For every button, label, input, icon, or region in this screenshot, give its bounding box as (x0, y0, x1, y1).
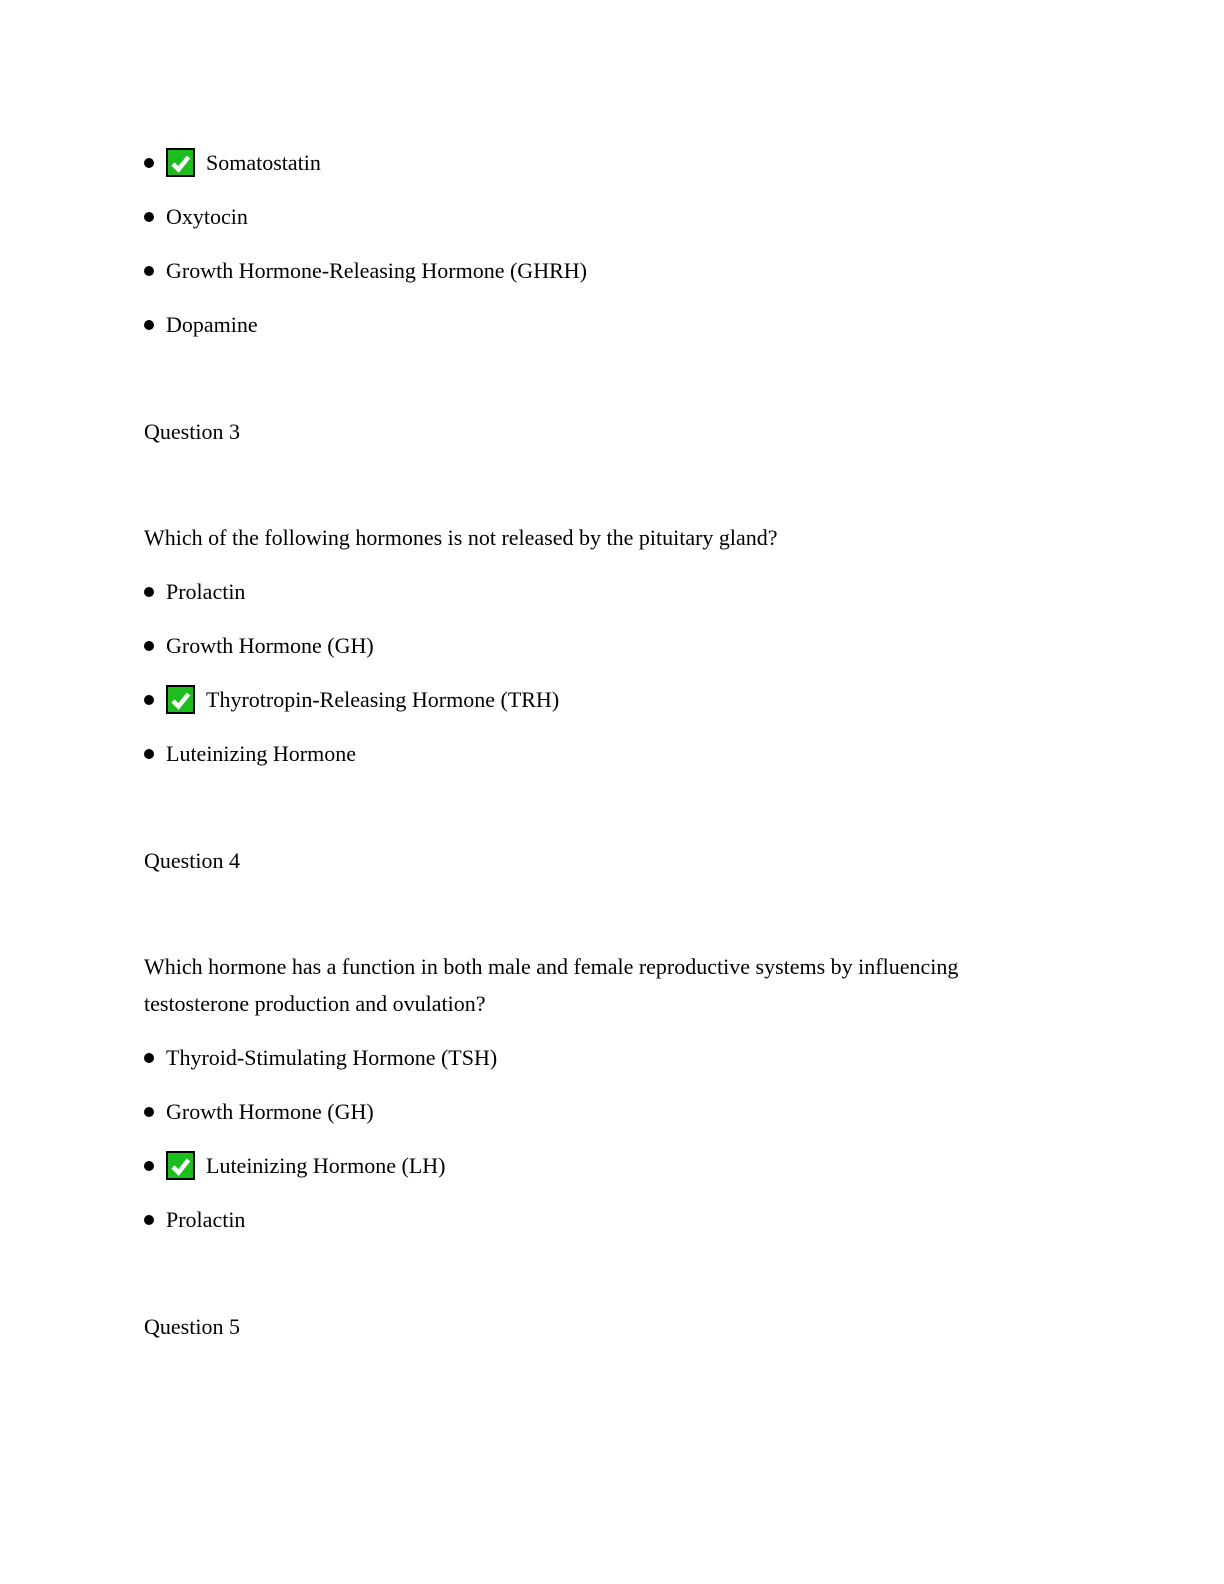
bullet-icon (144, 266, 154, 276)
answer-option (144, 144, 1080, 181)
options-list (144, 144, 1080, 343)
answer-option (144, 1039, 1080, 1076)
question-4 (144, 842, 1080, 1238)
bullet-icon (144, 749, 154, 759)
options-list (144, 573, 1080, 772)
bullet-icon (144, 1215, 154, 1225)
check-icon (166, 1151, 195, 1180)
option-label: Growth Hormone (GH) (166, 1099, 374, 1124)
check-icon (166, 685, 195, 714)
answer-option (144, 681, 1080, 718)
option-label: Somatostatin (206, 150, 321, 175)
bullet-icon (144, 695, 154, 705)
option-label: Growth Hormone (GH) (166, 633, 374, 658)
answer-option (144, 198, 1080, 235)
check-icon (166, 148, 195, 177)
bullet-icon (144, 212, 154, 222)
option-label: Luteinizing Hormone (LH) (206, 1153, 446, 1178)
answer-option (144, 735, 1080, 772)
bullet-icon (144, 641, 154, 651)
answer-option (144, 627, 1080, 664)
answer-option (144, 573, 1080, 610)
option-label: Thyrotropin-Releasing Hormone (TRH) (206, 687, 560, 712)
option-label: Prolactin (166, 1207, 246, 1232)
bullet-icon (144, 1053, 154, 1063)
answer-option (144, 1201, 1080, 1238)
option-label: Growth Hormone-Releasing Hormone (GHRH) (166, 258, 587, 283)
question-3 (144, 413, 1080, 772)
answer-option (144, 1147, 1080, 1184)
question-heading: Question 5 (144, 1314, 240, 1339)
bullet-icon (144, 1161, 154, 1171)
option-label: Prolactin (166, 579, 246, 604)
option-label: Dopamine (166, 312, 258, 337)
question-2-options (144, 144, 1080, 343)
bullet-icon (144, 587, 154, 597)
bullet-icon (144, 158, 154, 168)
question-5 (144, 1308, 1080, 1345)
option-label: Oxytocin (166, 204, 248, 229)
question-text: Which hormone has a function in both male and female reproductive systems by influencing testosterone production and ovulation? (144, 954, 959, 1016)
answer-option (144, 1093, 1080, 1130)
question-heading: Question 4 (144, 848, 240, 873)
bullet-icon (144, 1107, 154, 1117)
bullet-icon (144, 320, 154, 330)
question-heading: Question 3 (144, 419, 240, 444)
question-text: Which of the following hormones is not released by the pituitary gland? (144, 525, 778, 550)
option-label: Thyroid-Stimulating Hormone (TSH) (166, 1045, 498, 1070)
option-label: Luteinizing Hormone (166, 741, 357, 766)
answer-option (144, 306, 1080, 343)
answer-option (144, 252, 1080, 289)
options-list (144, 1039, 1080, 1238)
